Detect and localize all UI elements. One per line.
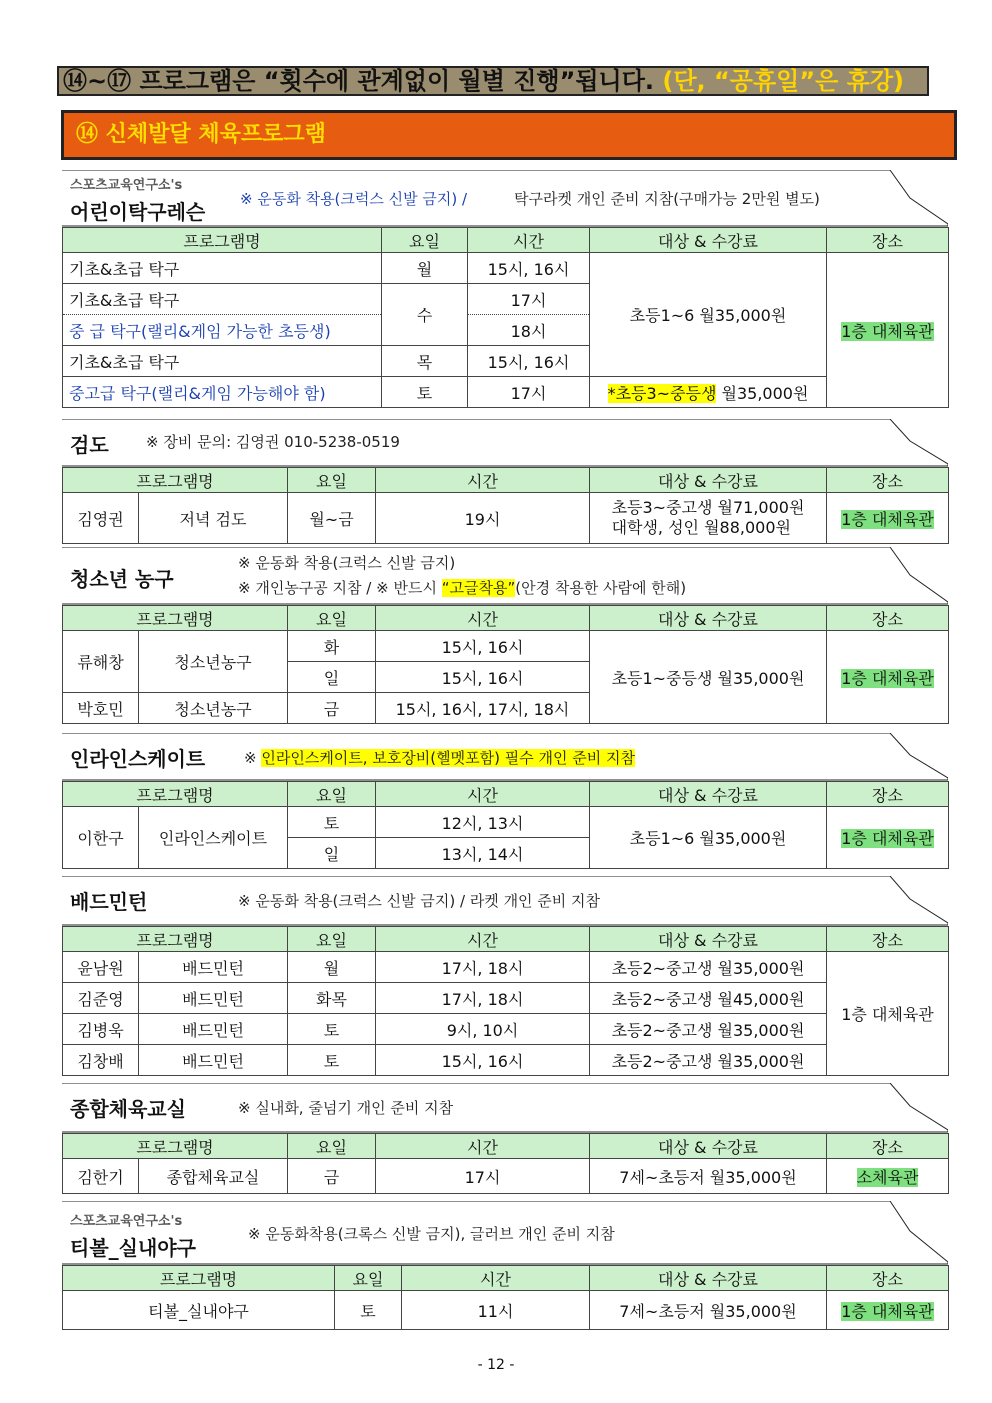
col-day: 요일 — [288, 468, 376, 493]
tball-section — [62, 1201, 948, 1330]
col-program: 프로그램명 — [63, 782, 288, 807]
table-row — [63, 952, 949, 983]
target — [590, 377, 827, 408]
teacher: 김병욱 — [63, 1014, 139, 1045]
col-target: 대상 & 수강료 — [590, 468, 827, 493]
program-name: 종합체육교실 — [139, 1159, 288, 1194]
badminton-section — [62, 876, 948, 1076]
col-program: 프로그램명 — [63, 228, 382, 253]
note-blue: ※ 운동화 착용(크럭스 신발 금지) / — [240, 190, 468, 208]
table-row — [63, 253, 949, 284]
place — [827, 493, 949, 544]
program-title: 청소년 농구 — [70, 567, 174, 591]
program-name: 티볼_실내야구 — [63, 1291, 335, 1330]
place-label: 1층 대체육관 — [841, 668, 934, 688]
day: 화 — [288, 631, 376, 662]
program-title: 티볼_실내야구 — [70, 1236, 196, 1260]
col-day: 요일 — [288, 927, 376, 952]
col-target: 대상 & 수강료 — [590, 782, 827, 807]
target — [590, 493, 827, 544]
note — [238, 577, 686, 598]
col-place: 장소 — [827, 1134, 949, 1159]
table-row — [63, 377, 949, 408]
day: 월 — [382, 253, 468, 284]
target-line: 대학생, 성인 월88,000원 — [611, 518, 791, 537]
col-day: 요일 — [288, 782, 376, 807]
place — [827, 1159, 949, 1194]
header-divider — [62, 1083, 948, 1133]
program-name: 저녁 검도 — [139, 493, 288, 544]
badminton-table — [62, 926, 949, 1076]
col-program: 프로그램명 — [63, 468, 288, 493]
basketball-table — [62, 605, 949, 724]
day: 월 — [288, 952, 376, 983]
section-title: ⑭ 신체발달 체육프로그램 — [61, 110, 957, 160]
program-name: 배드민턴 — [139, 1014, 288, 1045]
table-row — [63, 807, 949, 838]
note: ※ 운동화 착용(크럭스 신발 금지) / 라켓 개인 준비 지참 — [238, 892, 601, 910]
org-name: 스포츠교육연구소's — [70, 178, 183, 193]
col-place: 장소 — [827, 1266, 949, 1291]
target: 7세~초등저 월35,000원 — [590, 1291, 827, 1330]
time: 9시, 10시 — [376, 1014, 590, 1045]
col-day: 요일 — [288, 606, 376, 631]
col-place: 장소 — [827, 606, 949, 631]
target: 초등1~6 월35,000원 — [590, 253, 827, 377]
day: 일 — [288, 838, 376, 869]
target-highlight: *초등3~중등생 — [607, 383, 717, 403]
note-part: ※ 개인농구공 지참 / ※ 반드시 — [238, 579, 437, 597]
general-pe-table — [62, 1133, 949, 1194]
col-target: 대상 & 수강료 — [590, 606, 827, 631]
time: 19시 — [376, 493, 590, 544]
target: 초등2~중고생 월35,000원 — [590, 952, 827, 983]
time: 15시, 16시, 17시, 18시 — [376, 693, 590, 724]
note: ※ 운동화착용(크록스 신발 금지), 글러브 개인 준비 지참 — [248, 1225, 615, 1243]
col-time: 시간 — [376, 606, 590, 631]
teacher: 류해창 — [63, 631, 139, 693]
target-fee: 월35,000원 — [721, 383, 809, 403]
day: 토 — [382, 377, 468, 408]
day: 금 — [288, 1159, 376, 1194]
col-day: 요일 — [382, 228, 468, 253]
program-name: 배드민턴 — [139, 983, 288, 1014]
teacher: 김한기 — [63, 1159, 139, 1194]
col-program: 프로그램명 — [63, 1266, 335, 1291]
program-name: 기초&초급 탁구 — [63, 284, 382, 315]
note: ※ 실내화, 줄넘기 개인 준비 지참 — [238, 1099, 454, 1117]
table-header — [63, 468, 949, 493]
time: 17시 — [468, 377, 590, 408]
table-row — [63, 493, 949, 544]
time: 17시, 18시 — [376, 952, 590, 983]
place-label: 1층 대체육관 — [841, 829, 934, 848]
col-target: 대상 & 수강료 — [590, 1266, 827, 1291]
col-target: 대상 & 수강료 — [590, 228, 827, 253]
table-row — [63, 1014, 949, 1045]
place — [827, 631, 949, 724]
kendo-table — [62, 467, 949, 544]
program-title: 검도 — [70, 433, 109, 457]
target-line: 초등3~중고생 월71,000원 — [611, 498, 805, 517]
note — [244, 747, 635, 768]
col-time: 시간 — [376, 468, 590, 493]
page-number: - 12 - — [477, 1357, 515, 1373]
program-name: 청소년농구 — [139, 693, 288, 724]
table-header — [63, 927, 949, 952]
program-name: 중고급 탁구(랠리&게임 가능해야 함) — [63, 377, 382, 408]
time: 15시, 16시 — [468, 346, 590, 377]
place-label: 1층 대체육관 — [841, 1301, 934, 1321]
table-header — [63, 1266, 949, 1291]
program-name: 중 급 탁구(랠리&게임 가능한 초등생) — [63, 315, 382, 346]
table-header — [63, 228, 949, 253]
top-banner — [57, 66, 929, 96]
day: 목 — [382, 346, 468, 377]
note-highlight: 인라인스케이트, 보호장비(헬멧포함) 필수 개인 준비 지참 — [261, 749, 635, 767]
col-program: 프로그램명 — [63, 1134, 288, 1159]
place — [827, 807, 949, 869]
time: 15시, 16시 — [376, 1045, 590, 1076]
kendo-section — [62, 419, 948, 544]
inline-skate-section — [62, 733, 948, 869]
place-label: 1층 대체육관 — [841, 509, 934, 529]
target: 초등2~중고생 월45,000원 — [590, 983, 827, 1014]
col-place: 장소 — [827, 927, 949, 952]
program-name: 배드민턴 — [139, 1045, 288, 1076]
table-row — [63, 1045, 949, 1076]
col-time: 시간 — [376, 1134, 590, 1159]
note: 탁구라켓 개인 준비 지참(구매가능 2만원 별도) — [514, 190, 820, 208]
col-program: 프로그램명 — [63, 927, 288, 952]
teacher: 김창배 — [63, 1045, 139, 1076]
table-row — [63, 631, 949, 662]
note: ※ 운동화 착용(크럭스 신발 금지) — [238, 554, 456, 572]
banner-main: ⑭~⑰ 프로그램은 “횟수에 관계없이 월별 진행”됩니다. — [63, 67, 655, 95]
table-tennis-table — [62, 227, 949, 408]
target: 초등1~중등생 월35,000원 — [590, 631, 827, 724]
place: 1층 대체육관 — [827, 952, 949, 1076]
day: 일 — [288, 662, 376, 693]
time: 17시 — [468, 284, 590, 315]
col-place: 장소 — [827, 468, 949, 493]
day: 금 — [288, 693, 376, 724]
program-name: 청소년농구 — [139, 631, 288, 693]
program-title: 어린이탁구레슨 — [70, 200, 206, 224]
day: 월~금 — [288, 493, 376, 544]
table-header — [63, 606, 949, 631]
program-name: 배드민턴 — [139, 952, 288, 983]
general-pe-section — [62, 1083, 948, 1194]
time: 15시, 16시 — [376, 662, 590, 693]
col-place: 장소 — [827, 228, 949, 253]
note: ※ 장비 문의: 김영권 010-5238-0519 — [146, 433, 400, 451]
time: 18시 — [468, 315, 590, 346]
time: 15시, 16시 — [468, 253, 590, 284]
target: 초등2~중고생 월35,000원 — [590, 1014, 827, 1045]
table-row — [63, 983, 949, 1014]
place — [827, 253, 949, 408]
banner-paren: (단, “공휴일”은 휴강) — [662, 67, 905, 95]
program-name: 기초&초급 탁구 — [63, 346, 382, 377]
day: 수 — [382, 284, 468, 346]
note-prefix: ※ — [244, 749, 257, 767]
col-target: 대상 & 수강료 — [590, 1134, 827, 1159]
col-place: 장소 — [827, 782, 949, 807]
note-highlight: “고글착용” — [441, 579, 516, 597]
day: 토 — [288, 807, 376, 838]
col-time: 시간 — [468, 228, 590, 253]
place-label: 소체육관 — [856, 1167, 919, 1187]
program-name: 인라인스케이트 — [139, 807, 288, 869]
org-name: 스포츠교육연구소's — [70, 1214, 183, 1229]
inline-skate-table — [62, 781, 949, 869]
tball-table — [62, 1265, 949, 1330]
col-time: 시간 — [376, 782, 590, 807]
time: 11시 — [402, 1291, 590, 1330]
teacher: 김영권 — [63, 493, 139, 544]
col-time: 시간 — [402, 1266, 590, 1291]
teacher: 윤남원 — [63, 952, 139, 983]
col-time: 시간 — [376, 927, 590, 952]
place — [827, 1291, 949, 1330]
place-label: 1층 대체육관 — [841, 321, 934, 341]
col-day: 요일 — [288, 1134, 376, 1159]
target: 초등2~중고생 월35,000원 — [590, 1045, 827, 1076]
col-day: 요일 — [335, 1266, 402, 1291]
teacher: 이한구 — [63, 807, 139, 869]
day: 토 — [335, 1291, 402, 1330]
day: 화목 — [288, 983, 376, 1014]
day: 토 — [288, 1014, 376, 1045]
note-part: (안경 착용한 사람에 한해) — [515, 579, 687, 597]
target: 7세~초등저 월35,000원 — [590, 1159, 827, 1194]
basketball-section — [62, 547, 948, 724]
col-program: 프로그램명 — [63, 606, 288, 631]
teacher: 김준영 — [63, 983, 139, 1014]
table-header — [63, 1134, 949, 1159]
time: 17시 — [376, 1159, 590, 1194]
time: 12시, 13시 — [376, 807, 590, 838]
time: 13시, 14시 — [376, 838, 590, 869]
table-row — [63, 1159, 949, 1194]
time: 15시, 16시 — [376, 631, 590, 662]
teacher: 박호민 — [63, 693, 139, 724]
program-title: 종합체육교실 — [70, 1097, 186, 1121]
program-name: 기초&초급 탁구 — [63, 253, 382, 284]
time: 17시, 18시 — [376, 983, 590, 1014]
table-header — [63, 782, 949, 807]
table-tennis-section — [62, 170, 948, 408]
day: 토 — [288, 1045, 376, 1076]
col-target: 대상 & 수강료 — [590, 927, 827, 952]
target: 초등1~6 월35,000원 — [590, 807, 827, 869]
program-title: 배드민턴 — [70, 890, 148, 914]
program-title: 인라인스케이트 — [70, 747, 206, 771]
table-row — [63, 1291, 949, 1330]
